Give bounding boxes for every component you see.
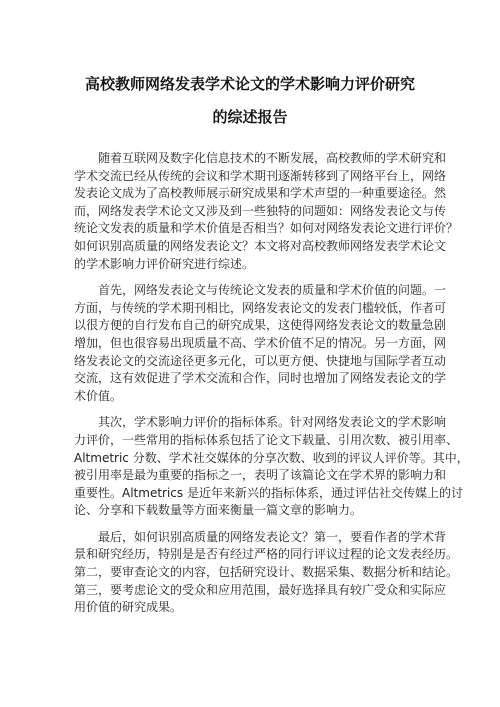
paragraph-line: 随着互联网及数字化信息技术的不断发展，高校教师的学术研究和 xyxy=(98,151,447,165)
paragraph-line: Altmetric 分数、学术社交媒体的分享次数、收到的评议人评价等。其中， xyxy=(74,450,469,465)
paragraph-line: 如何识别高质量的网络发表论文？本文将对高校教师网络发表学术论文 xyxy=(74,238,447,253)
paragraph-metrics xyxy=(74,414,469,520)
paragraph-intro xyxy=(74,150,459,273)
paragraph-line: 术价值。 xyxy=(74,388,123,403)
paragraph-line: 被引用率是最为重要的指标之一，表明了该篇论文在学术界的影响力和 xyxy=(74,468,447,483)
paragraph-line: 用价值的研究成果。 xyxy=(74,600,183,615)
document-title-line-1: 高校教师网络发表学术论文的学术影响力评价研究 xyxy=(84,75,415,93)
document-title-line-2: 的综述报告 xyxy=(212,108,288,126)
paragraph-line: 学术交流已经从传统的会议和学术期刊逐渐转移到了网络平台上，网络 xyxy=(74,168,447,183)
paragraph-line: 其次，学术影响力评价的指标体系。针对网络发表论文的学术影响 xyxy=(98,415,447,430)
paragraph-line: 以很方便的自行发布自己的研究成果，这使得网络发表论文的数量急剧 xyxy=(74,318,447,333)
paragraph-line: 第二，要审查论文的内容，包括研究设计、数据采集、数据分析和结论。 xyxy=(74,565,459,580)
paragraph-line: 发表论文成为了高校教师展示研究成果和学术声望的一种重要途径。然 xyxy=(74,186,447,201)
paragraph-line: 方面，与传统的学术期刊相比，网络发表论文的发表门槛较低，作者可 xyxy=(74,300,447,315)
paragraph-line: 而，网络发表学术论文又涉及到一些独特的问题如：网络发表论文与传 xyxy=(74,203,447,218)
paragraph-line: 交流，这有效促进了学术交流和合作，同时也增加了网络发表论文的学 xyxy=(74,371,447,386)
paragraph-line: 首先，网络发表论文与传统论文发表的质量和学术价值的问题。一 xyxy=(98,283,447,298)
paragraph-identify xyxy=(74,529,459,617)
paragraph-line: 络发表论文的交流途径更多元化，可以更方便、快捷地与国际学者互动 xyxy=(74,353,447,368)
paragraph-line: 景和研究经历，特别是是否有经过严格的同行评议过程的论文发表经历。 xyxy=(74,547,459,562)
document-body xyxy=(74,150,469,626)
paragraph-line: 力评价，一些常用的指标体系包括了论文下载量、引用次数、被引用率、 xyxy=(74,432,459,447)
paragraph-line: 的学术影响力评价研究进行综述。 xyxy=(74,256,255,271)
paragraph-quality xyxy=(74,282,447,405)
paragraph-line: 统论文发表的质量和学术价值是否相当？如何对网络发表论文进行评价？ xyxy=(74,221,459,236)
paragraph-line: 最后，如何识别高质量的网络发表论文？第一，要看作者的学术背 xyxy=(98,529,447,544)
paragraph-line: 论、分享和下载数量等方面来衡量一篇文章的影响力。 xyxy=(74,503,363,518)
paragraph-line: 增加，但也很容易出现质量不高、学术价值不足的情况。另一方面，网 xyxy=(74,335,447,350)
paragraph-line: 重要性。Altmetrics 是近年来新兴的指标体系，通过评估社交传媒上的讨 xyxy=(74,485,463,500)
paragraph-line: 第三，要考虑论文的受众和应用范围，最好选择具有较广受众和实际应 xyxy=(74,582,447,597)
